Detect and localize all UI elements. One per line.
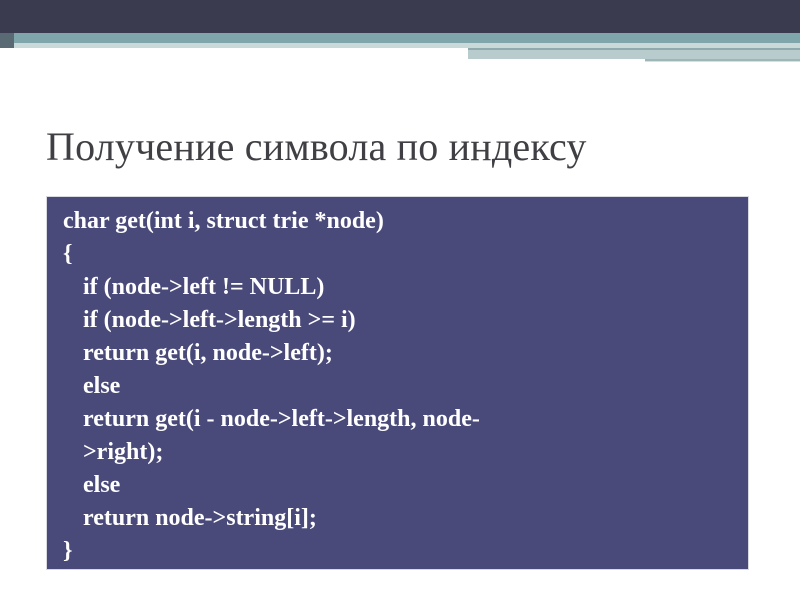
code-line: return get(i - node->left->length, node-: [83, 406, 480, 432]
code-line: {: [63, 241, 73, 267]
code-line: >right);: [83, 439, 164, 465]
code-line: return get(i, node->left);: [83, 340, 333, 366]
code-line: char get(int i, struct trie *node): [63, 208, 384, 234]
left-accent-bar-secondary: [0, 33, 14, 48]
code-line: if (node->left->length >= i): [83, 307, 356, 333]
slide-footer-space: [0, 570, 800, 600]
code-line: if (node->left != NULL): [83, 274, 325, 300]
code-block: [46, 196, 749, 570]
code-line: return node->string[i];: [83, 505, 317, 531]
code-line: else: [83, 472, 121, 498]
header-teal-band: [0, 33, 800, 43]
header-rule-upper-shadow: [468, 50, 800, 59]
code-line: }: [63, 538, 73, 564]
slide-title: Получение символа по индексу: [46, 123, 587, 169]
header-rule-lower-shadow: [645, 61, 800, 62]
header-dark-band: [0, 0, 800, 33]
code-line: else: [83, 373, 121, 399]
